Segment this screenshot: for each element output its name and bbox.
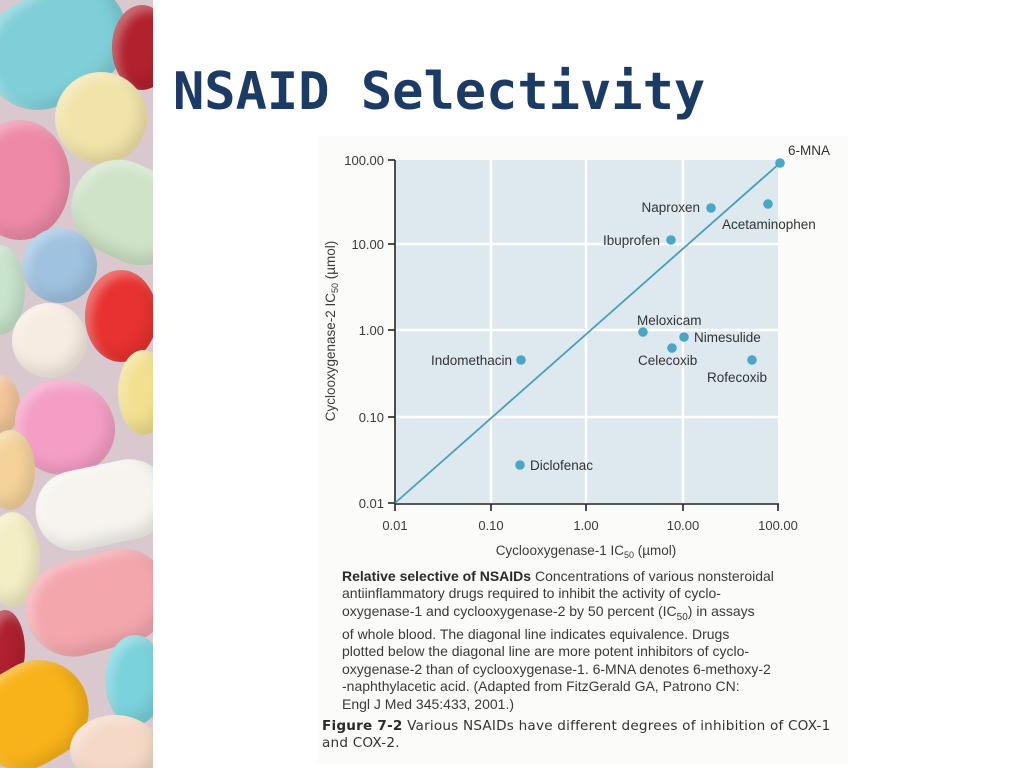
figure-number: Figure 7-2 (322, 718, 403, 734)
point-acetaminophen (763, 199, 773, 209)
caption-subscript: 50 (676, 611, 688, 623)
caption-text: oxygenase-1 and cyclooxygenase-2 by 50 percent (IC (342, 602, 677, 619)
caption-line: plotted below the diagonal line are more potent inhibitors of cyclo- (342, 643, 750, 660)
label-6-mna: 6-MNA (787, 143, 830, 158)
label-diclofenac: Diclofenac (530, 458, 594, 473)
caption-line: -naphthylacetic acid. (Adapted from FitzGerald GA, Patrono CN: (342, 678, 740, 695)
y-tick-label: 1.00 (358, 323, 384, 338)
label-celecoxib: Celecoxib (638, 353, 698, 368)
caption-line: Engl J Med 345:433, 2001.) (342, 695, 515, 712)
y-tick-label: 0.10 (358, 410, 384, 425)
label-acetaminophen: Acetaminophen (722, 217, 816, 232)
x-axis-title: Cyclooxygenase-1 $IC_{50}$ (µmol) (495, 543, 677, 560)
x-tick-label: 0.01 (382, 518, 408, 533)
y-tick-label: 10.00 (351, 237, 384, 252)
figure-note-text: Various NSAIDs have different degrees of inhibition of COX-1 and COX-2. (322, 718, 831, 751)
x-tick-label: 0.10 (478, 518, 504, 533)
caption-line (342, 603, 832, 626)
label-nimesulide: Nimesulide (694, 330, 761, 345)
figure-caption (342, 568, 832, 713)
x-tick-label: 100.00 (758, 518, 798, 533)
point-6-mna (775, 158, 785, 168)
caption-line: oxygenase-2 than of cyclooxygenase-1. 6-MNA denotes 6-methoxy-2 (342, 660, 771, 677)
caption-line: antiinflammatory drugs required to inhibit the activity of cyclo- (342, 585, 721, 602)
point-rofecoxib (747, 355, 757, 365)
slide-title: NSAID Selectivity (173, 62, 706, 122)
label-indomethacin: Indomethacin (430, 353, 512, 368)
point-indomethacin (516, 355, 526, 365)
label-rofecoxib: Rofecoxib (707, 370, 768, 385)
point-ibuprofen (666, 235, 676, 245)
y-tick-label: 100.00 (344, 153, 384, 168)
figure-note (322, 718, 842, 752)
point-naproxen (706, 203, 716, 213)
caption-line (342, 568, 832, 585)
point-celecoxib (667, 343, 677, 353)
caption-text: Concentrations of various nonsteroidal (531, 568, 774, 584)
x-tick-label: 10.00 (666, 518, 700, 533)
caption-line: of whole blood. The diagonal line indicates equivalence. Drugs (342, 626, 730, 643)
y-axis-title: Cyclooxygenase-2 $IC_{50}$ (µmol) (323, 240, 340, 422)
pill-shape (105, 635, 153, 725)
y-tick-label: 0.01 (358, 496, 384, 511)
label-ibuprofen: Ibuprofen (602, 233, 660, 248)
point-meloxicam (638, 327, 648, 337)
label-meloxicam: Meloxicam (637, 313, 702, 328)
point-nimesulide (679, 332, 689, 342)
x-tick-label: 1.00 (573, 518, 599, 533)
point-diclofenac (515, 460, 525, 470)
label-naproxen: Naproxen (641, 200, 700, 215)
caption-text: ) in assays (687, 602, 755, 619)
caption-heading: Relative selective of NSAIDs (342, 568, 532, 584)
